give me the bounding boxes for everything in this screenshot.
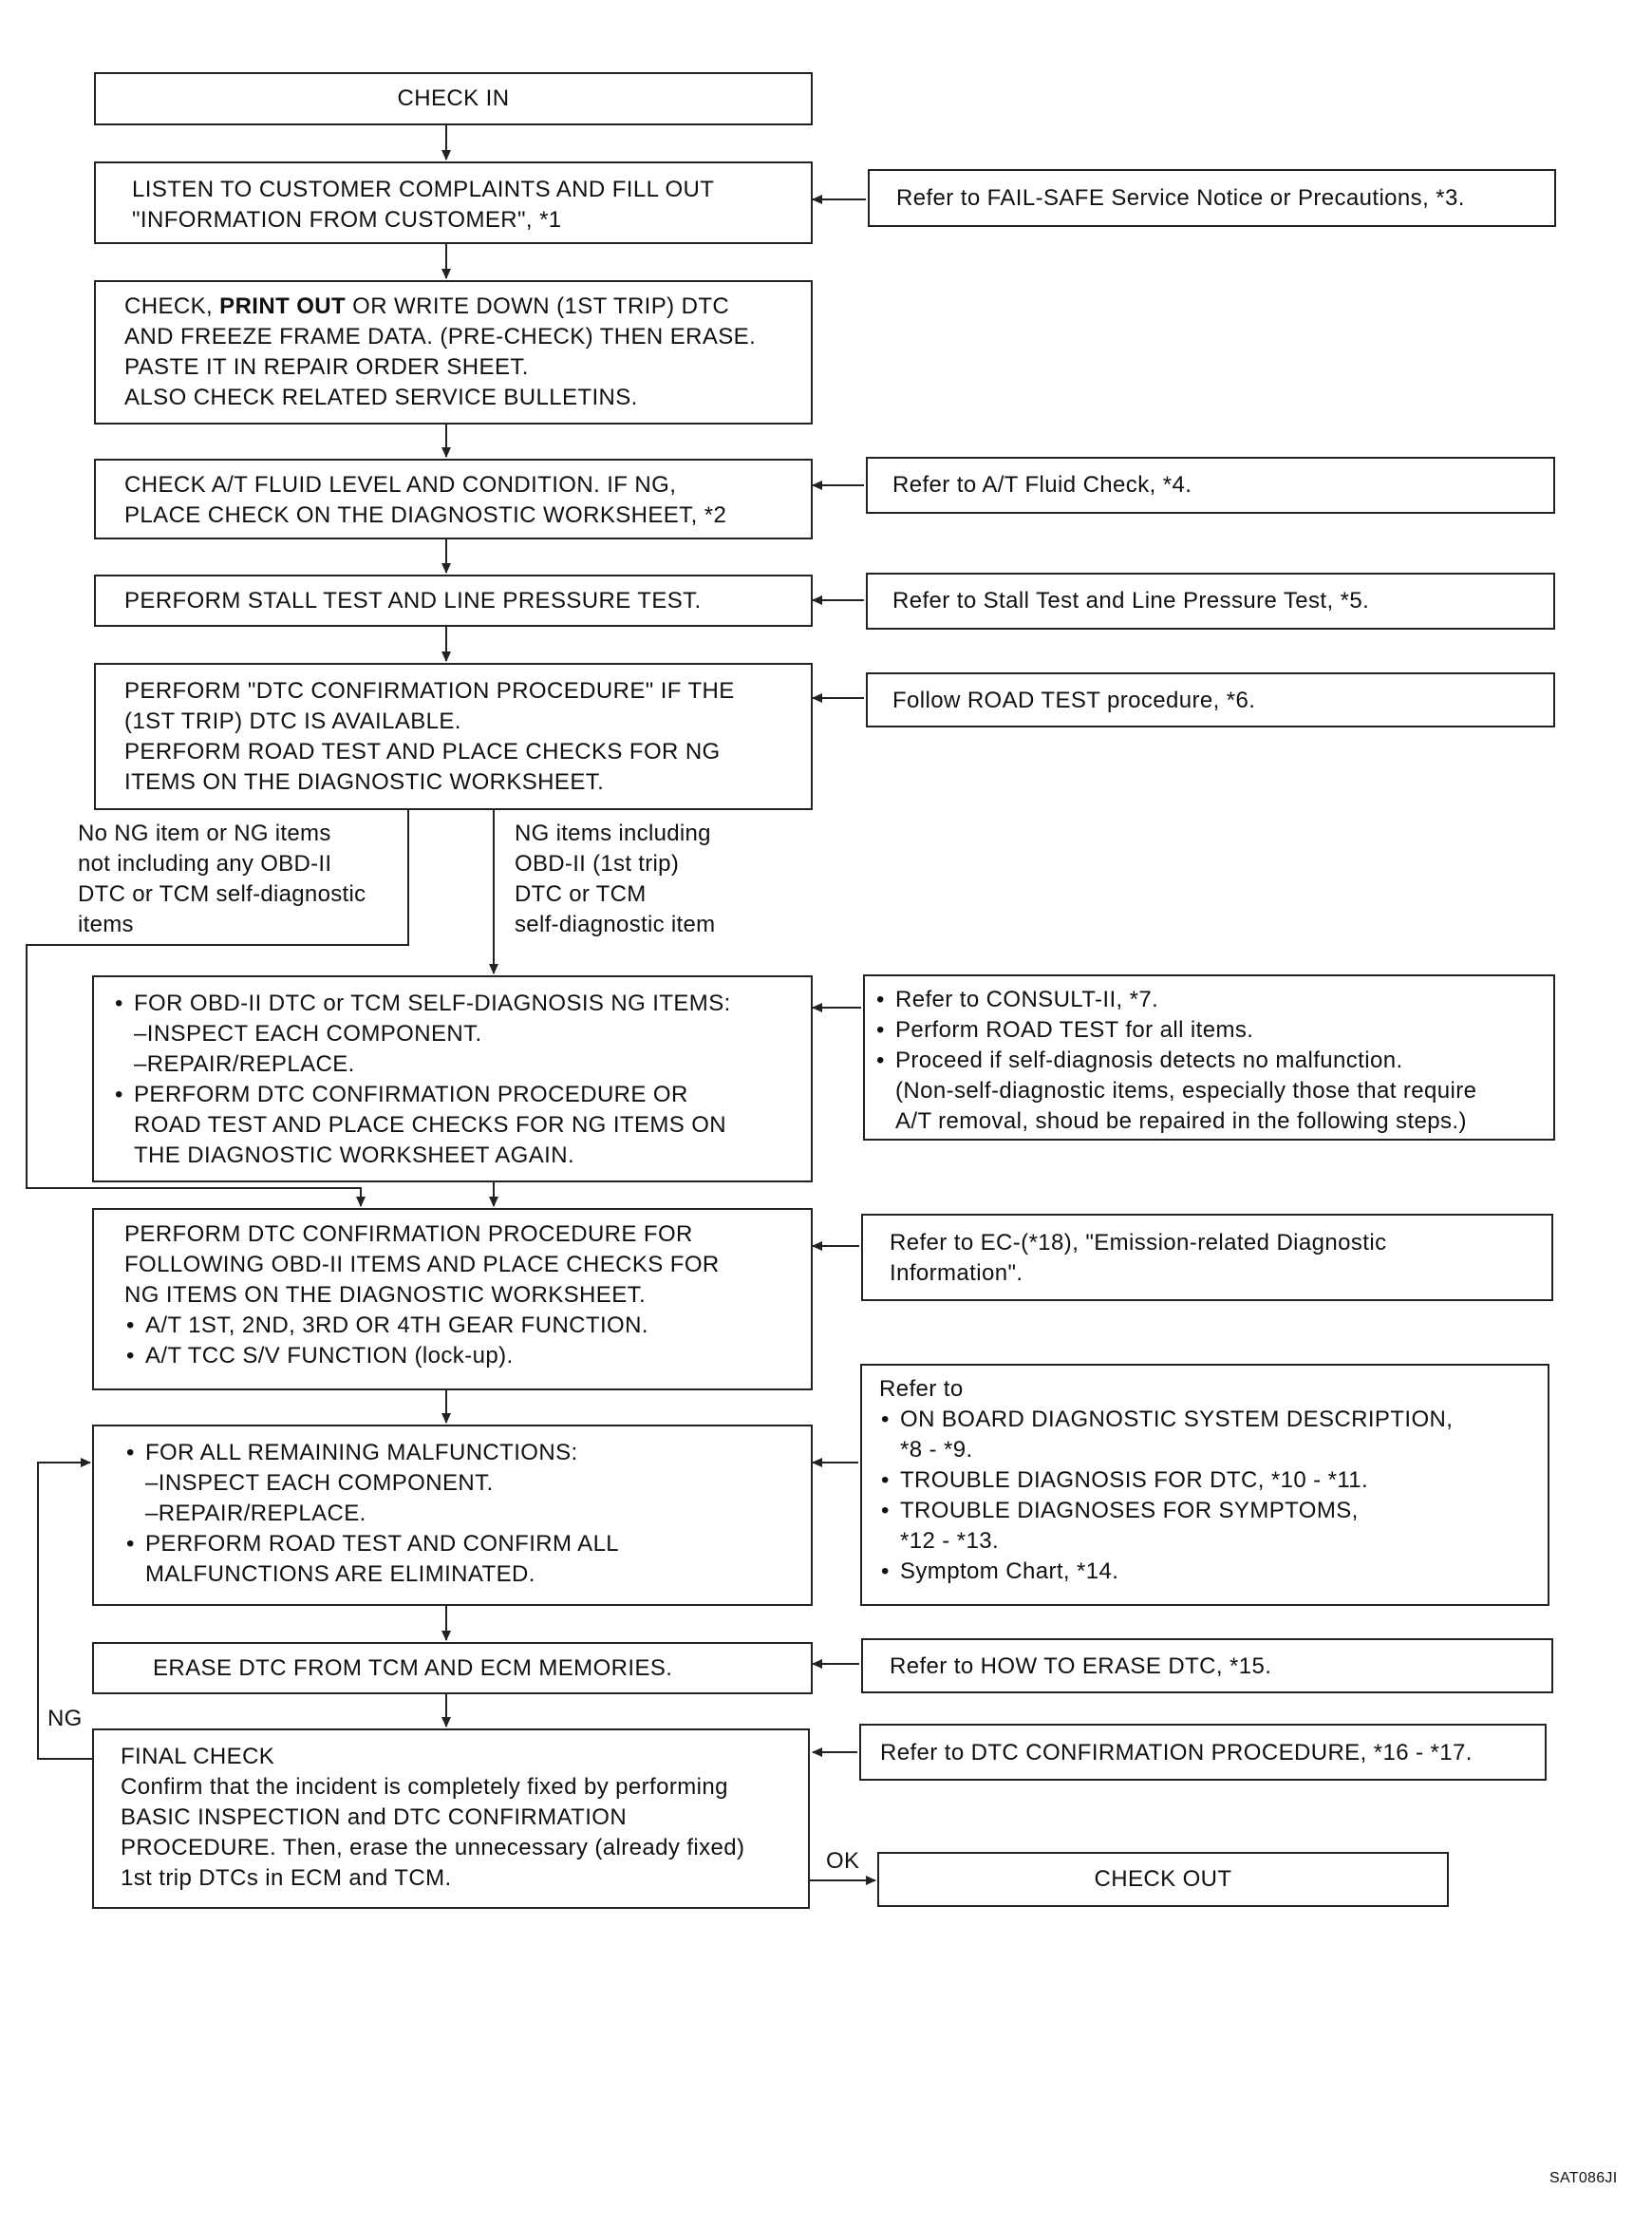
print-dtc-text: CHECK, PRINT OUT OR WRITE DOWN (1ST TRIP) DTC AND FREEZE FRAME DATA. (PRE-CHECK) THEN ERASE. PASTE IT IN REPAIR ORDER SHEET. ALSO CHECK RELATED SERVICE BULLETINS. (124, 293, 757, 410)
dtc-confirmation-text: PERFORM "DTC CONFIRMATION PROCEDURE" IF THE (1ST TRIP) DTC IS AVAILABLE. PERFORM ROAD TEST AND PLACE CHECKS FOR NG ITEMS ON THE DIAGNOSTIC WORKSHEET. (124, 678, 735, 795)
list-item: • FOR ALL REMAINING MALFUNCTIONS: –INSPECT EACH COMPONENT. –REPAIR/REPLACE. (124, 1438, 811, 1529)
fluid-check-box (94, 459, 813, 539)
stall-test-box (94, 575, 813, 627)
check-in-label: CHECK IN (397, 85, 510, 111)
ref-consult-list (874, 985, 1553, 1137)
following-obd-list (124, 1311, 811, 1371)
ref-confirm-box (859, 1724, 1547, 1781)
ref-refer-to-list (879, 1405, 1548, 1587)
list-item: • A/T TCC S/V FUNCTION (lock-up). (124, 1341, 811, 1371)
ref-confirm-text: Refer to DTC CONFIRMATION PROCEDURE, *16 - *17. (880, 1740, 1473, 1765)
following-obd-box (92, 1208, 813, 1390)
stall-test-text: PERFORM STALL TEST AND LINE PRESSURE TEST. (124, 588, 702, 614)
final-check-box (92, 1728, 810, 1909)
final-check-text: FINAL CHECK Confirm that the incident is completely fixed by performing BASIC INSPECTION and DTC CONFIRMATION PROCEDURE. Then, erase the unnecessary (already fixed) 1st trip DTCs in ECM and TCM. (121, 1744, 745, 1891)
listen-complaints-text: LISTEN TO CUSTOMER COMPLAINTS AND FILL OUT "INFORMATION FROM CUSTOMER", *1 (132, 177, 715, 233)
branch-right-label: NG items including OBD-II (1st trip) DTC or TCM self-diagnostic item (515, 821, 716, 937)
list-item: • PERFORM ROAD TEST AND CONFIRM ALL MALFUNCTIONS ARE ELIMINATED. (124, 1529, 811, 1590)
ref-consult-box (863, 974, 1555, 1141)
branch-left-label: No NG item or NG items not including any OBD-II DTC or TCM self-diagnostic items (78, 821, 366, 937)
ref-fluid-text: Refer to A/T Fluid Check, *4. (892, 472, 1192, 498)
list-item: • TROUBLE DIAGNOSIS FOR DTC, *10 - *11. (879, 1465, 1548, 1496)
ref-stall-text: Refer to Stall Test and Line Pressure Test, *5. (892, 588, 1370, 614)
listen-complaints-box (94, 161, 813, 244)
ng-label: NG (47, 1706, 83, 1731)
list-item: • A/T 1ST, 2ND, 3RD OR 4TH GEAR FUNCTION. (124, 1311, 811, 1341)
check-out-box (877, 1852, 1449, 1907)
list-item: • FOR OBD-II DTC or TCM SELF-DIAGNOSIS NG ITEMS: –INSPECT EACH COMPONENT. –REPAIR/REPLACE. (113, 989, 811, 1080)
erase-dtc-text: ERASE DTC FROM TCM AND ECM MEMORIES. (153, 1655, 673, 1681)
ref-ec-text: Refer to EC-(*18), "Emission-related Diagnostic Information". (890, 1230, 1387, 1286)
ref-refer-to-box (860, 1364, 1549, 1606)
list-item: • Perform ROAD TEST for all items. (874, 1015, 1553, 1046)
figure-id: SAT086JI (1549, 2170, 1618, 2186)
ref-road-test-text: Follow ROAD TEST procedure, *6. (892, 688, 1256, 713)
ref-erase-text: Refer to HOW TO ERASE DTC, *15. (890, 1653, 1272, 1679)
ref-fluid-box (866, 457, 1555, 514)
ref-erase-box (861, 1638, 1553, 1693)
remaining-malfunctions-box (92, 1425, 813, 1606)
list-item: • Proceed if self-diagnosis detects no malfunction. (Non-self-diagnostic items, especially those that require A/T removal, shoud be repaired in the following steps.) (874, 1046, 1553, 1137)
check-out-label: CHECK OUT (1094, 1866, 1232, 1892)
list-item: • Symptom Chart, *14. (879, 1557, 1548, 1587)
list-item: • TROUBLE DIAGNOSES FOR SYMPTOMS, *12 - *13. (879, 1496, 1548, 1557)
check-in-box (94, 72, 813, 125)
ref-stall-box (866, 573, 1555, 630)
ref-failsafe-text: Refer to FAIL-SAFE Service Notice or Precautions, *3. (896, 185, 1465, 211)
list-item: • PERFORM DTC CONFIRMATION PROCEDURE OR ROAD TEST AND PLACE CHECKS FOR NG ITEMS ON THE DIAGNOSTIC WORKSHEET AGAIN. (113, 1080, 811, 1171)
ref-road-test-box (866, 672, 1555, 727)
obd-ng-items-list (113, 989, 811, 1171)
erase-dtc-box (92, 1642, 813, 1694)
fluid-check-text: CHECK A/T FLUID LEVEL AND CONDITION. IF NG, PLACE CHECK ON THE DIAGNOSTIC WORKSHEET, *2 (124, 472, 727, 528)
print-dtc-box (94, 280, 813, 425)
list-item: • ON BOARD DIAGNOSTIC SYSTEM DESCRIPTION, *8 - *9. (879, 1405, 1548, 1465)
ref-ec-box (861, 1214, 1553, 1301)
dtc-confirmation-box (94, 663, 813, 810)
remaining-malfunctions-list (124, 1438, 811, 1590)
list-item: • Refer to CONSULT-II, *7. (874, 985, 1553, 1015)
ok-label: OK (826, 1848, 860, 1874)
obd-ng-items-box (92, 975, 813, 1182)
following-obd-text: PERFORM DTC CONFIRMATION PROCEDURE FOR FOLLOWING OBD-II ITEMS AND PLACE CHECKS FOR NG ITEMS ON THE DIAGNOSTIC WORKSHEET. (124, 1221, 720, 1308)
ref-refer-to-heading: Refer to (879, 1376, 964, 1402)
ref-failsafe-box (868, 169, 1556, 227)
